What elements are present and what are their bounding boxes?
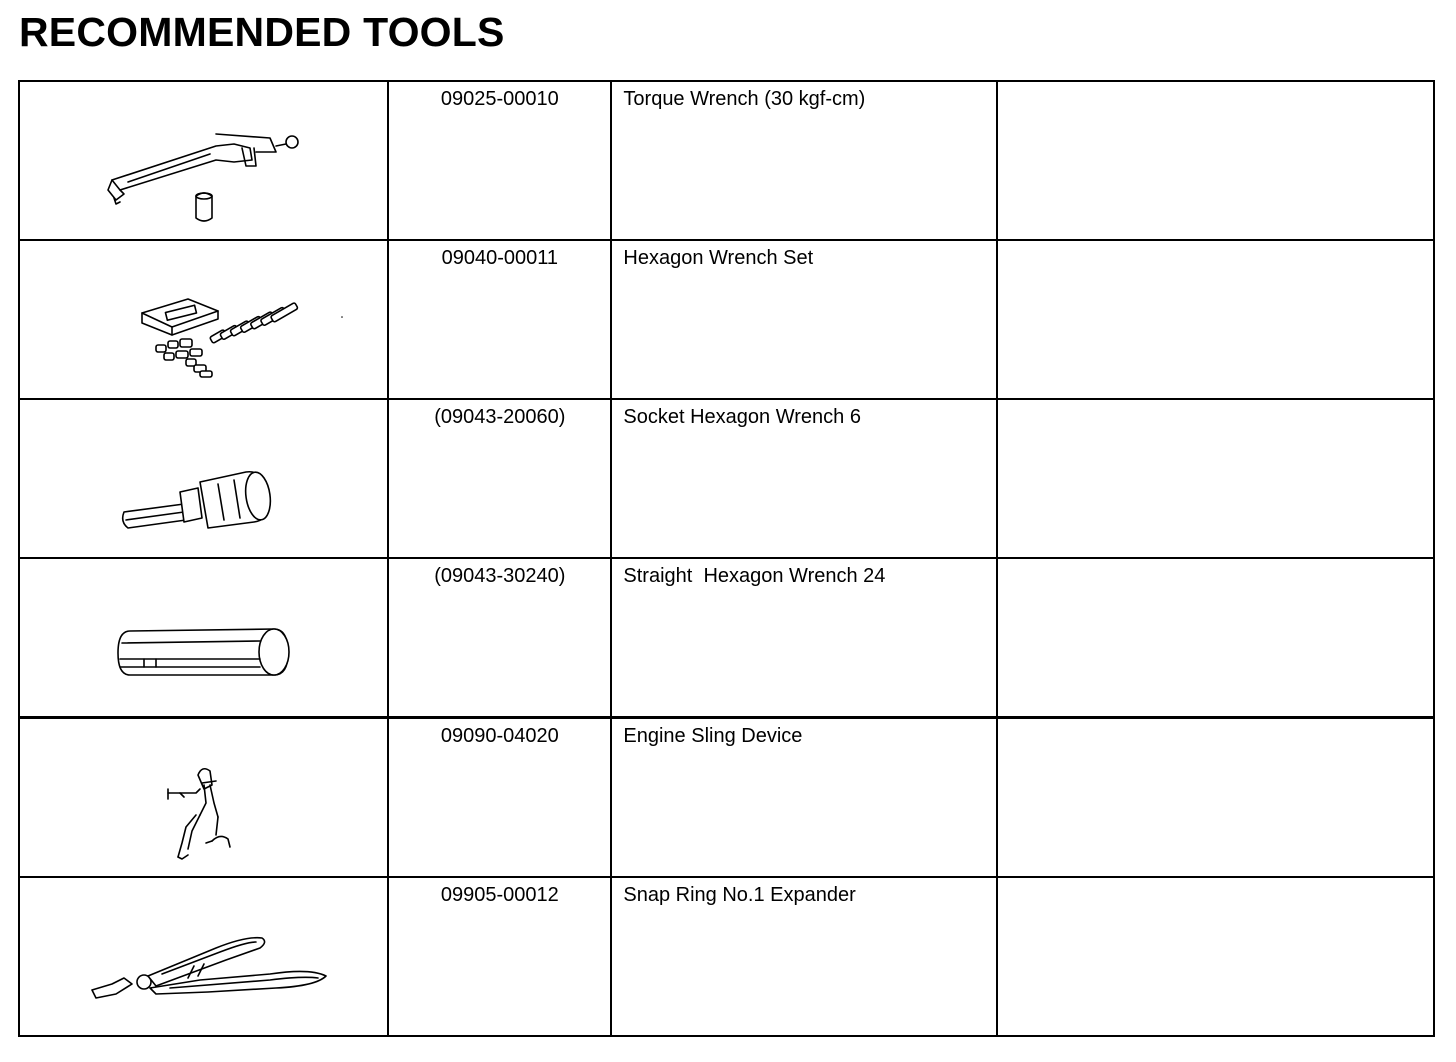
tool-name: Straight Hexagon Wrench 24 xyxy=(623,565,886,587)
tool-image-cell xyxy=(19,558,388,718)
tool-name-cell xyxy=(611,81,996,240)
recommended-tools-table xyxy=(18,80,1435,1037)
tool-image-cell xyxy=(19,877,388,1036)
tool-note-cell xyxy=(997,558,1434,718)
tool-note-cell xyxy=(997,877,1434,1036)
tool-name-cell xyxy=(611,558,996,718)
tool-note xyxy=(998,82,1433,88)
tool-note-cell xyxy=(997,718,1434,878)
socket-hexagon-wrench-icon xyxy=(20,400,387,557)
tool-note xyxy=(998,719,1433,725)
table-row xyxy=(19,399,1434,558)
tool-name: Snap Ring No.1 Expander xyxy=(623,884,856,906)
tool-note xyxy=(998,241,1433,247)
table-row xyxy=(19,240,1434,399)
part-number-cell xyxy=(388,877,611,1036)
tool-note xyxy=(998,878,1433,884)
part-number: 09905-00012 xyxy=(440,884,559,906)
snap-ring-expander-icon xyxy=(20,878,387,1035)
table-row xyxy=(19,718,1434,878)
part-number: (09043-20060) xyxy=(434,406,566,428)
part-number: 09040-00011 xyxy=(441,247,559,269)
tool-image-cell xyxy=(19,81,388,240)
engine-sling-device-icon xyxy=(20,719,387,876)
table-row xyxy=(19,81,1434,240)
tool-note xyxy=(998,400,1433,406)
table-row xyxy=(19,877,1434,1036)
tool-note-cell xyxy=(997,399,1434,558)
tool-name-cell xyxy=(611,718,996,878)
part-number: 09025-00010 xyxy=(440,88,559,110)
tool-name-cell xyxy=(611,240,996,399)
part-number-cell xyxy=(388,718,611,878)
tool-image-cell xyxy=(19,240,388,399)
page-title: RECOMMENDED TOOLS xyxy=(19,9,505,55)
part-number-cell xyxy=(388,240,611,399)
tool-note-cell xyxy=(997,240,1434,399)
table-row xyxy=(19,558,1434,718)
hexagon-wrench-set-icon xyxy=(20,241,387,398)
torque-wrench-icon xyxy=(20,82,387,239)
straight-hexagon-wrench-icon xyxy=(20,559,387,716)
tool-name: Engine Sling Device xyxy=(623,725,803,747)
part-number-cell xyxy=(388,399,611,558)
tool-image-cell xyxy=(19,718,388,878)
part-number: (09043-30240) xyxy=(434,565,566,587)
tool-name: Socket Hexagon Wrench 6 xyxy=(623,406,861,428)
tool-name-cell xyxy=(611,877,996,1036)
tool-note-cell xyxy=(997,81,1434,240)
tool-image-cell xyxy=(19,399,388,558)
tool-name-cell xyxy=(611,399,996,558)
tool-name: Hexagon Wrench Set xyxy=(623,247,814,269)
part-number-cell xyxy=(388,558,611,718)
tool-name: Torque Wrench (30 kgf-cm) xyxy=(623,88,866,110)
part-number: 09090-04020 xyxy=(440,725,559,747)
tool-note xyxy=(998,559,1433,565)
part-number-cell xyxy=(388,81,611,240)
